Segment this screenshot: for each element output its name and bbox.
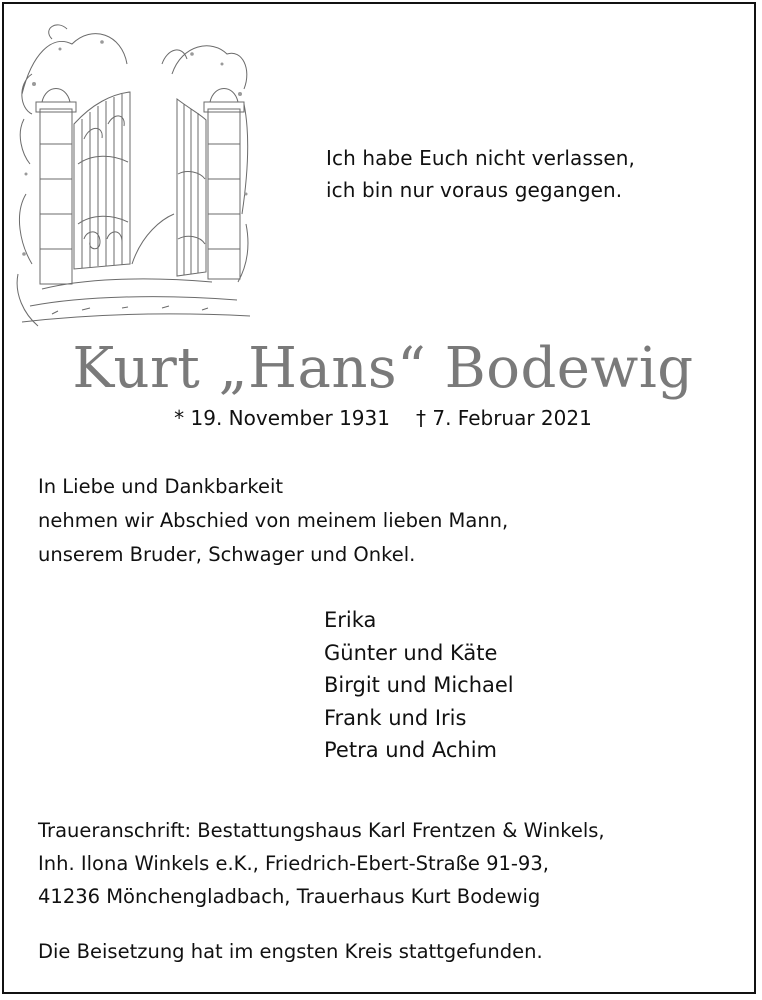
address-line: Inh. Ilona Winkels e.K., Friedrich-Ebert-Straße 91-93, — [38, 852, 549, 875]
mourner-name: Petra und Achim — [324, 738, 498, 762]
mourner-name: Birgit und Michael — [324, 673, 514, 697]
mourner-name: Günter und Käte — [324, 640, 498, 665]
burial-note: Die Beisetzung hat im engsten Kreis stattgefunden. — [38, 940, 543, 963]
address-line: Traueranschrift: Bestattungshaus Karl Frentzen & Winkels, — [38, 819, 605, 842]
farewell-text — [38, 470, 508, 572]
farewell-line: unserem Bruder, Schwager und Onkel. — [38, 543, 416, 566]
farewell-line: nehmen wir Abschied von meinem lieben Mann, — [38, 509, 509, 532]
mourners-list — [324, 604, 514, 767]
quote-line: Ich habe Euch nicht verlassen, — [326, 146, 636, 170]
address-line: 41236 Mönchengladbach, Trauerhaus Kurt Bodewig — [38, 885, 541, 908]
obituary-notice — [2, 2, 756, 994]
deceased-name: Kurt „Hans“ Bodewig — [72, 336, 694, 401]
quote-line: ich bin nur voraus gegangen. — [326, 178, 623, 202]
farewell-line: In Liebe und Dankbarkeit — [38, 475, 284, 498]
mourner-name: Frank und Iris — [324, 705, 467, 730]
death-date: † 7. Februar 2021 — [415, 406, 592, 430]
life-dates — [4, 406, 762, 430]
mourner-name: Erika — [324, 608, 377, 632]
mourning-address — [38, 814, 605, 913]
quote — [326, 142, 635, 206]
garden-gate-illustration — [12, 14, 252, 334]
birth-date: * 19. November 1931 — [174, 406, 390, 430]
